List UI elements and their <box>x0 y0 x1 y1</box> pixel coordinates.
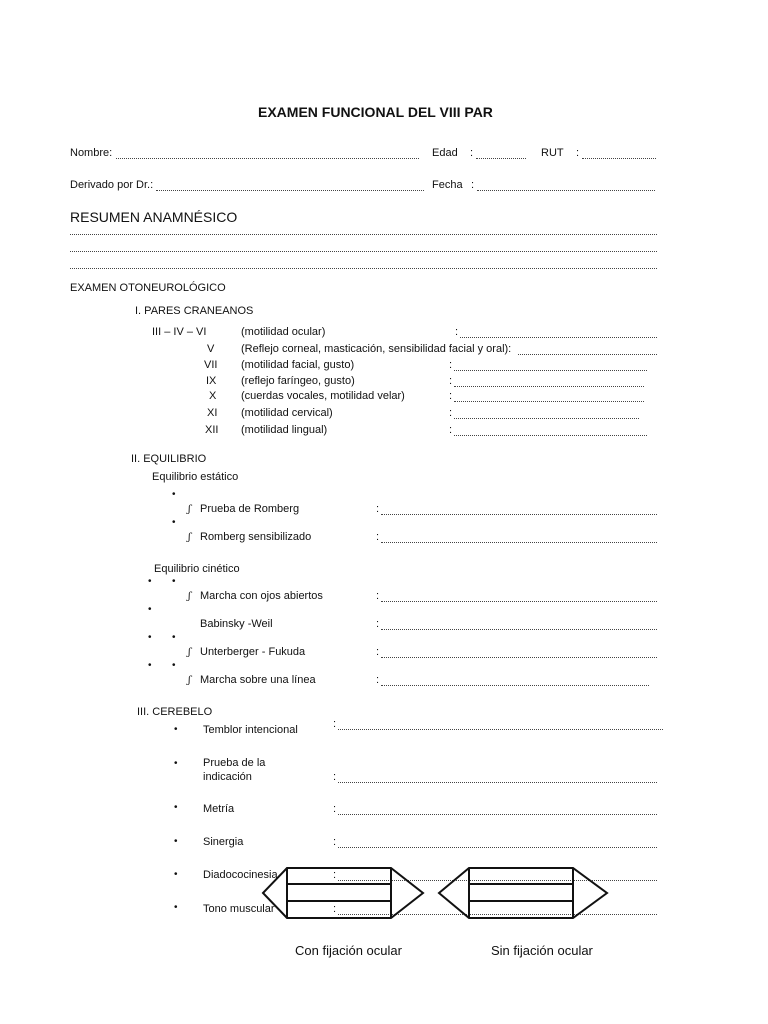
par-desc: (motilidad ocular) <box>241 326 326 338</box>
cerebelo-item: Sinergia <box>203 836 244 848</box>
cerebelo-field[interactable] <box>338 729 663 730</box>
par-field[interactable] <box>454 386 644 387</box>
par-num: XII <box>205 424 219 436</box>
par-desc: (motilidad lingual) <box>241 424 328 436</box>
bullet-icon: • <box>148 576 152 587</box>
par-field[interactable] <box>460 337 657 338</box>
oto-title: EXAMEN OTONEUROLÓGICO <box>70 282 226 294</box>
cinetico-item: Marcha sobre una línea <box>200 674 316 686</box>
par-desc: (Reflejo corneal, masticación, sensibilidad facial y oral): <box>241 343 512 355</box>
bullet-icon: • <box>174 902 178 913</box>
bullet-icon: • <box>172 576 176 587</box>
equilibrio-heading: II. EQUILIBRIO <box>131 453 207 465</box>
caption-con-fijacion: Con fijación ocular <box>295 943 402 958</box>
fecha-label: Fecha <box>432 179 463 191</box>
integral-icon: ʃ <box>188 504 191 515</box>
nombre-label: Nombre: <box>70 147 113 159</box>
bullet-icon: • <box>174 836 178 847</box>
bullet-icon: • <box>172 489 176 500</box>
cerebelo-field[interactable] <box>338 847 657 848</box>
bullet-icon: • <box>174 802 178 813</box>
caption-sin-fijacion: Sin fijación ocular <box>491 943 593 958</box>
bullet-icon: • <box>148 632 152 643</box>
par-desc: (cuerdas vocales, motilidad velar) <box>241 390 405 402</box>
par-field[interactable] <box>454 401 644 402</box>
cinetico-field[interactable] <box>381 657 657 658</box>
bullet-icon: • <box>172 660 176 671</box>
cinetico-field[interactable] <box>381 629 657 630</box>
par-field[interactable] <box>454 370 647 371</box>
estatico-item: Prueba de Romberg <box>200 503 300 515</box>
cinetico-field[interactable] <box>381 601 657 602</box>
integral-icon: ʃ <box>188 591 191 602</box>
fecha-field[interactable] <box>477 190 655 191</box>
bullet-icon: • <box>174 869 178 880</box>
bullet-icon: • <box>174 758 178 769</box>
anamnesis-line-2[interactable] <box>70 251 657 252</box>
derivado-field[interactable] <box>156 190 424 191</box>
rut-label: RUT <box>541 147 564 159</box>
arrow-left-shape <box>439 868 607 918</box>
cerebelo-field[interactable] <box>338 782 657 783</box>
anamnesis-line-1[interactable] <box>70 234 657 235</box>
arrow-right-shape <box>263 868 423 918</box>
par-num: V <box>207 343 215 355</box>
fixation-diagram <box>255 862 615 924</box>
bullet-icon: • <box>174 724 178 735</box>
estatico-field[interactable] <box>381 514 657 515</box>
edad-field[interactable] <box>476 158 526 159</box>
cerebelo-item: indicación <box>203 771 252 783</box>
bullet-icon: • <box>172 632 176 643</box>
integral-icon: ʃ <box>188 532 191 543</box>
derivado-label: Derivado por Dr.: <box>70 179 154 191</box>
par-desc: (reflejo faríngeo, gusto) <box>241 375 355 387</box>
anamnesis-title: RESUMEN ANAMNÉSICO <box>70 209 238 225</box>
cerebelo-item: Diadococinesia <box>203 869 278 881</box>
cinetico-field[interactable] <box>381 685 649 686</box>
estatico-field[interactable] <box>381 542 657 543</box>
integral-icon: ʃ <box>188 647 191 658</box>
edad-label: Edad <box>432 147 458 159</box>
pares-heading: I. PARES CRANEANOS <box>135 305 254 317</box>
cinetico-item: Unterberger - Fukuda <box>200 646 306 658</box>
equilibrio-cinetico-title: Equilibrio cinético <box>154 563 240 575</box>
par-field[interactable] <box>454 435 647 436</box>
cerebelo-item: Metría <box>203 803 235 815</box>
par-num: IX <box>206 375 217 387</box>
par-num: VII <box>204 359 218 371</box>
anamnesis-line-3[interactable] <box>70 268 657 269</box>
cerebelo-item: Prueba de la <box>203 757 266 769</box>
bullet-icon: • <box>172 517 176 528</box>
estatico-item: Romberg sensibilizado <box>200 531 312 543</box>
integral-icon: ʃ <box>188 675 191 686</box>
cinetico-item: Babinsky -Weil <box>200 618 273 630</box>
cerebelo-field[interactable] <box>338 814 657 815</box>
par-num: X <box>209 390 217 402</box>
page-title: EXAMEN FUNCIONAL DEL VIII PAR <box>258 104 493 120</box>
bullet-icon: • <box>148 660 152 671</box>
equilibrio-estatico-title: Equilibrio estático <box>152 471 239 483</box>
bullet-icon: • <box>148 604 152 615</box>
par-desc: (motilidad cervical) <box>241 407 333 419</box>
par-field[interactable] <box>518 354 657 355</box>
par-num: XI <box>207 407 218 419</box>
par-num: III – IV – VI <box>152 326 207 338</box>
nombre-field[interactable] <box>116 158 419 159</box>
cerebelo-heading: III. CEREBELO <box>137 706 213 718</box>
par-field[interactable] <box>454 418 639 419</box>
cerebelo-item: Tono muscular <box>203 903 275 915</box>
cinetico-item: Marcha con ojos abiertos <box>200 590 323 602</box>
par-desc: (motilidad facial, gusto) <box>241 359 355 371</box>
cerebelo-item: Temblor intencional <box>203 724 298 736</box>
rut-field[interactable] <box>582 158 656 159</box>
